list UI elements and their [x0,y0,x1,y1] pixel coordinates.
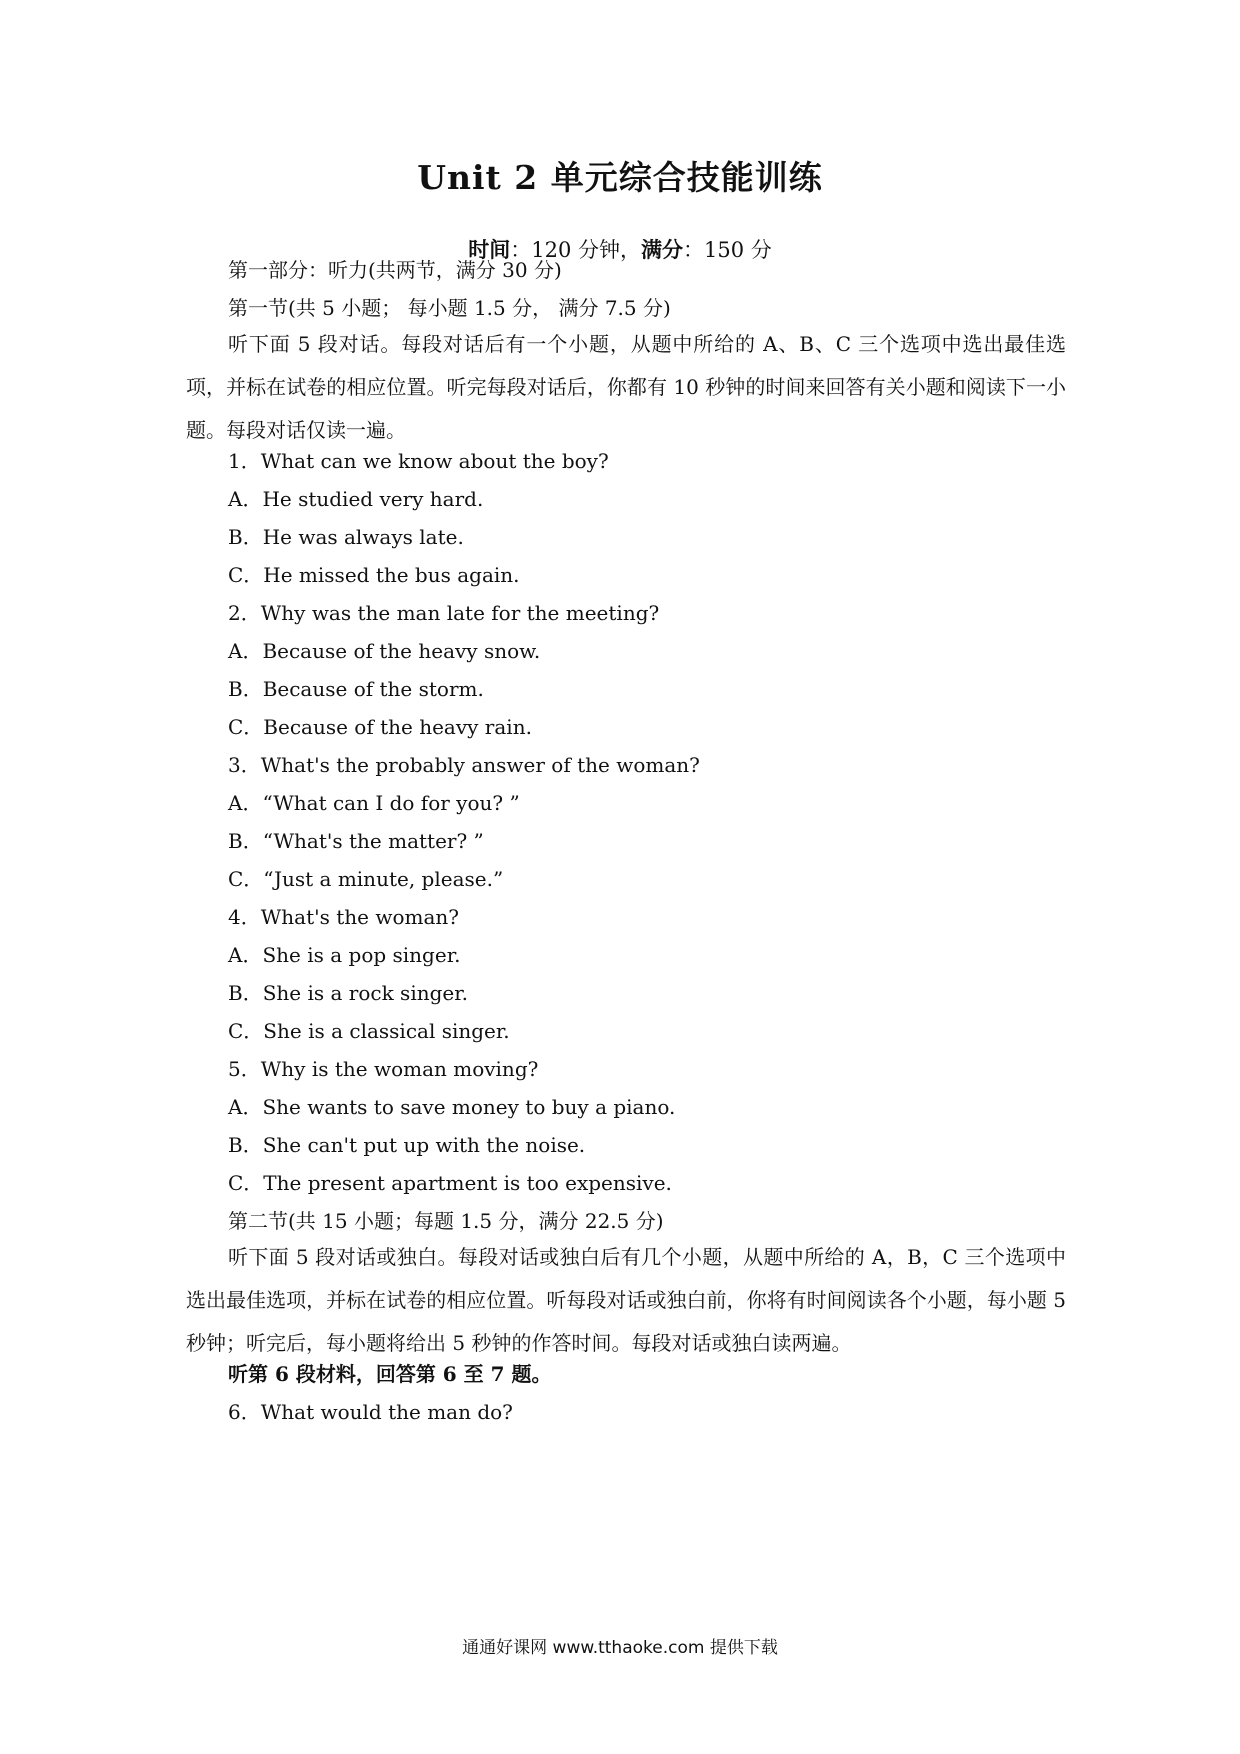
question-6-stem: 6．What would the man do? [228,1400,513,1424]
part1-heading: 第一部分：听力(共两节，满分 30 分) [228,258,562,282]
question-5-option-a: A．She wants to save money to buy a piano. [228,1095,676,1119]
question-1-stem: 1．What can we know about the boy? [228,449,609,473]
material-6-heading: 听第 6 段材料，回答第 6 至 7 题。 [228,1362,552,1386]
question-1-option-b: B．He was always late. [228,525,464,549]
question-3-option-c: C．“Just a minute, please.” [228,867,504,891]
section1-instructions: 听下面 5 段对话。每段对话后有一个小题，从题中所给的 A、B、C 三个选项中选出最佳选项，并标在试卷的相应位置。听完每段对话后，你都有 10 秒钟的时间来回答有关小题和阅读下一小题。每段对话仅读一遍。 [186,332,1066,442]
question-2-option-c: C．Because of the heavy rain. [228,715,532,739]
question-5-option-b: B．She can't put up with the noise. [228,1133,586,1157]
page-title: Unit 2 单元综合技能训练 [417,158,823,197]
section2-instructions: 听下面 5 段对话或独白。每段对话或独白后有几个小题，从题中所给的 A，B，C 三个选项中选出最佳选项，并标在试卷的相应位置。听每段对话或独白前，你将有时间阅读各个小题，每小题 5 秒钟；听完后，每小题将给出 5 秒钟的作答时间。每段对话或独白读两遍。 [186,1245,1066,1355]
question-4-option-b: B．She is a rock singer. [228,981,468,1005]
page-footer: 通通好课网 www.tthaoke.com 提供下载 [462,1638,778,1658]
section2-heading: 第二节(共 15 小题；每题 1.5 分，满分 22.5 分) [228,1209,664,1233]
question-4-option-a: A．She is a pop singer. [228,943,461,967]
question-2-option-b: B．Because of the storm. [228,677,484,701]
question-4-option-c: C．She is a classical singer. [228,1019,510,1043]
score-label: 满分 [641,237,683,262]
question-2-option-a: A．Because of the heavy snow. [228,639,541,663]
time-value: ：120 分钟， [510,238,641,262]
question-3-option-a: A．“What can I do for you? ” [228,791,520,815]
time-label: 时间 [468,237,511,262]
section1-heading: 第一节(共 5 小题； 每小题 1.5 分， 满分 7.5 分) [228,296,671,320]
question-2-stem: 2．Why was the man late for the meeting? [228,601,660,625]
question-3-option-b: B．“What's the matter? ” [228,829,484,853]
question-3-stem: 3．What's the probably answer of the woman? [228,753,700,777]
score-value: ：150 分 [683,238,772,262]
question-4-stem: 4．What's the woman? [228,905,460,929]
question-1-option-c: C．He missed the bus again. [228,563,520,587]
question-1-option-a: A．He studied very hard. [228,487,484,511]
question-5-option-c: C．The present apartment is too expensive. [228,1171,672,1195]
exam-info [0,234,1240,264]
question-5-stem: 5．Why is the woman moving? [228,1057,539,1081]
